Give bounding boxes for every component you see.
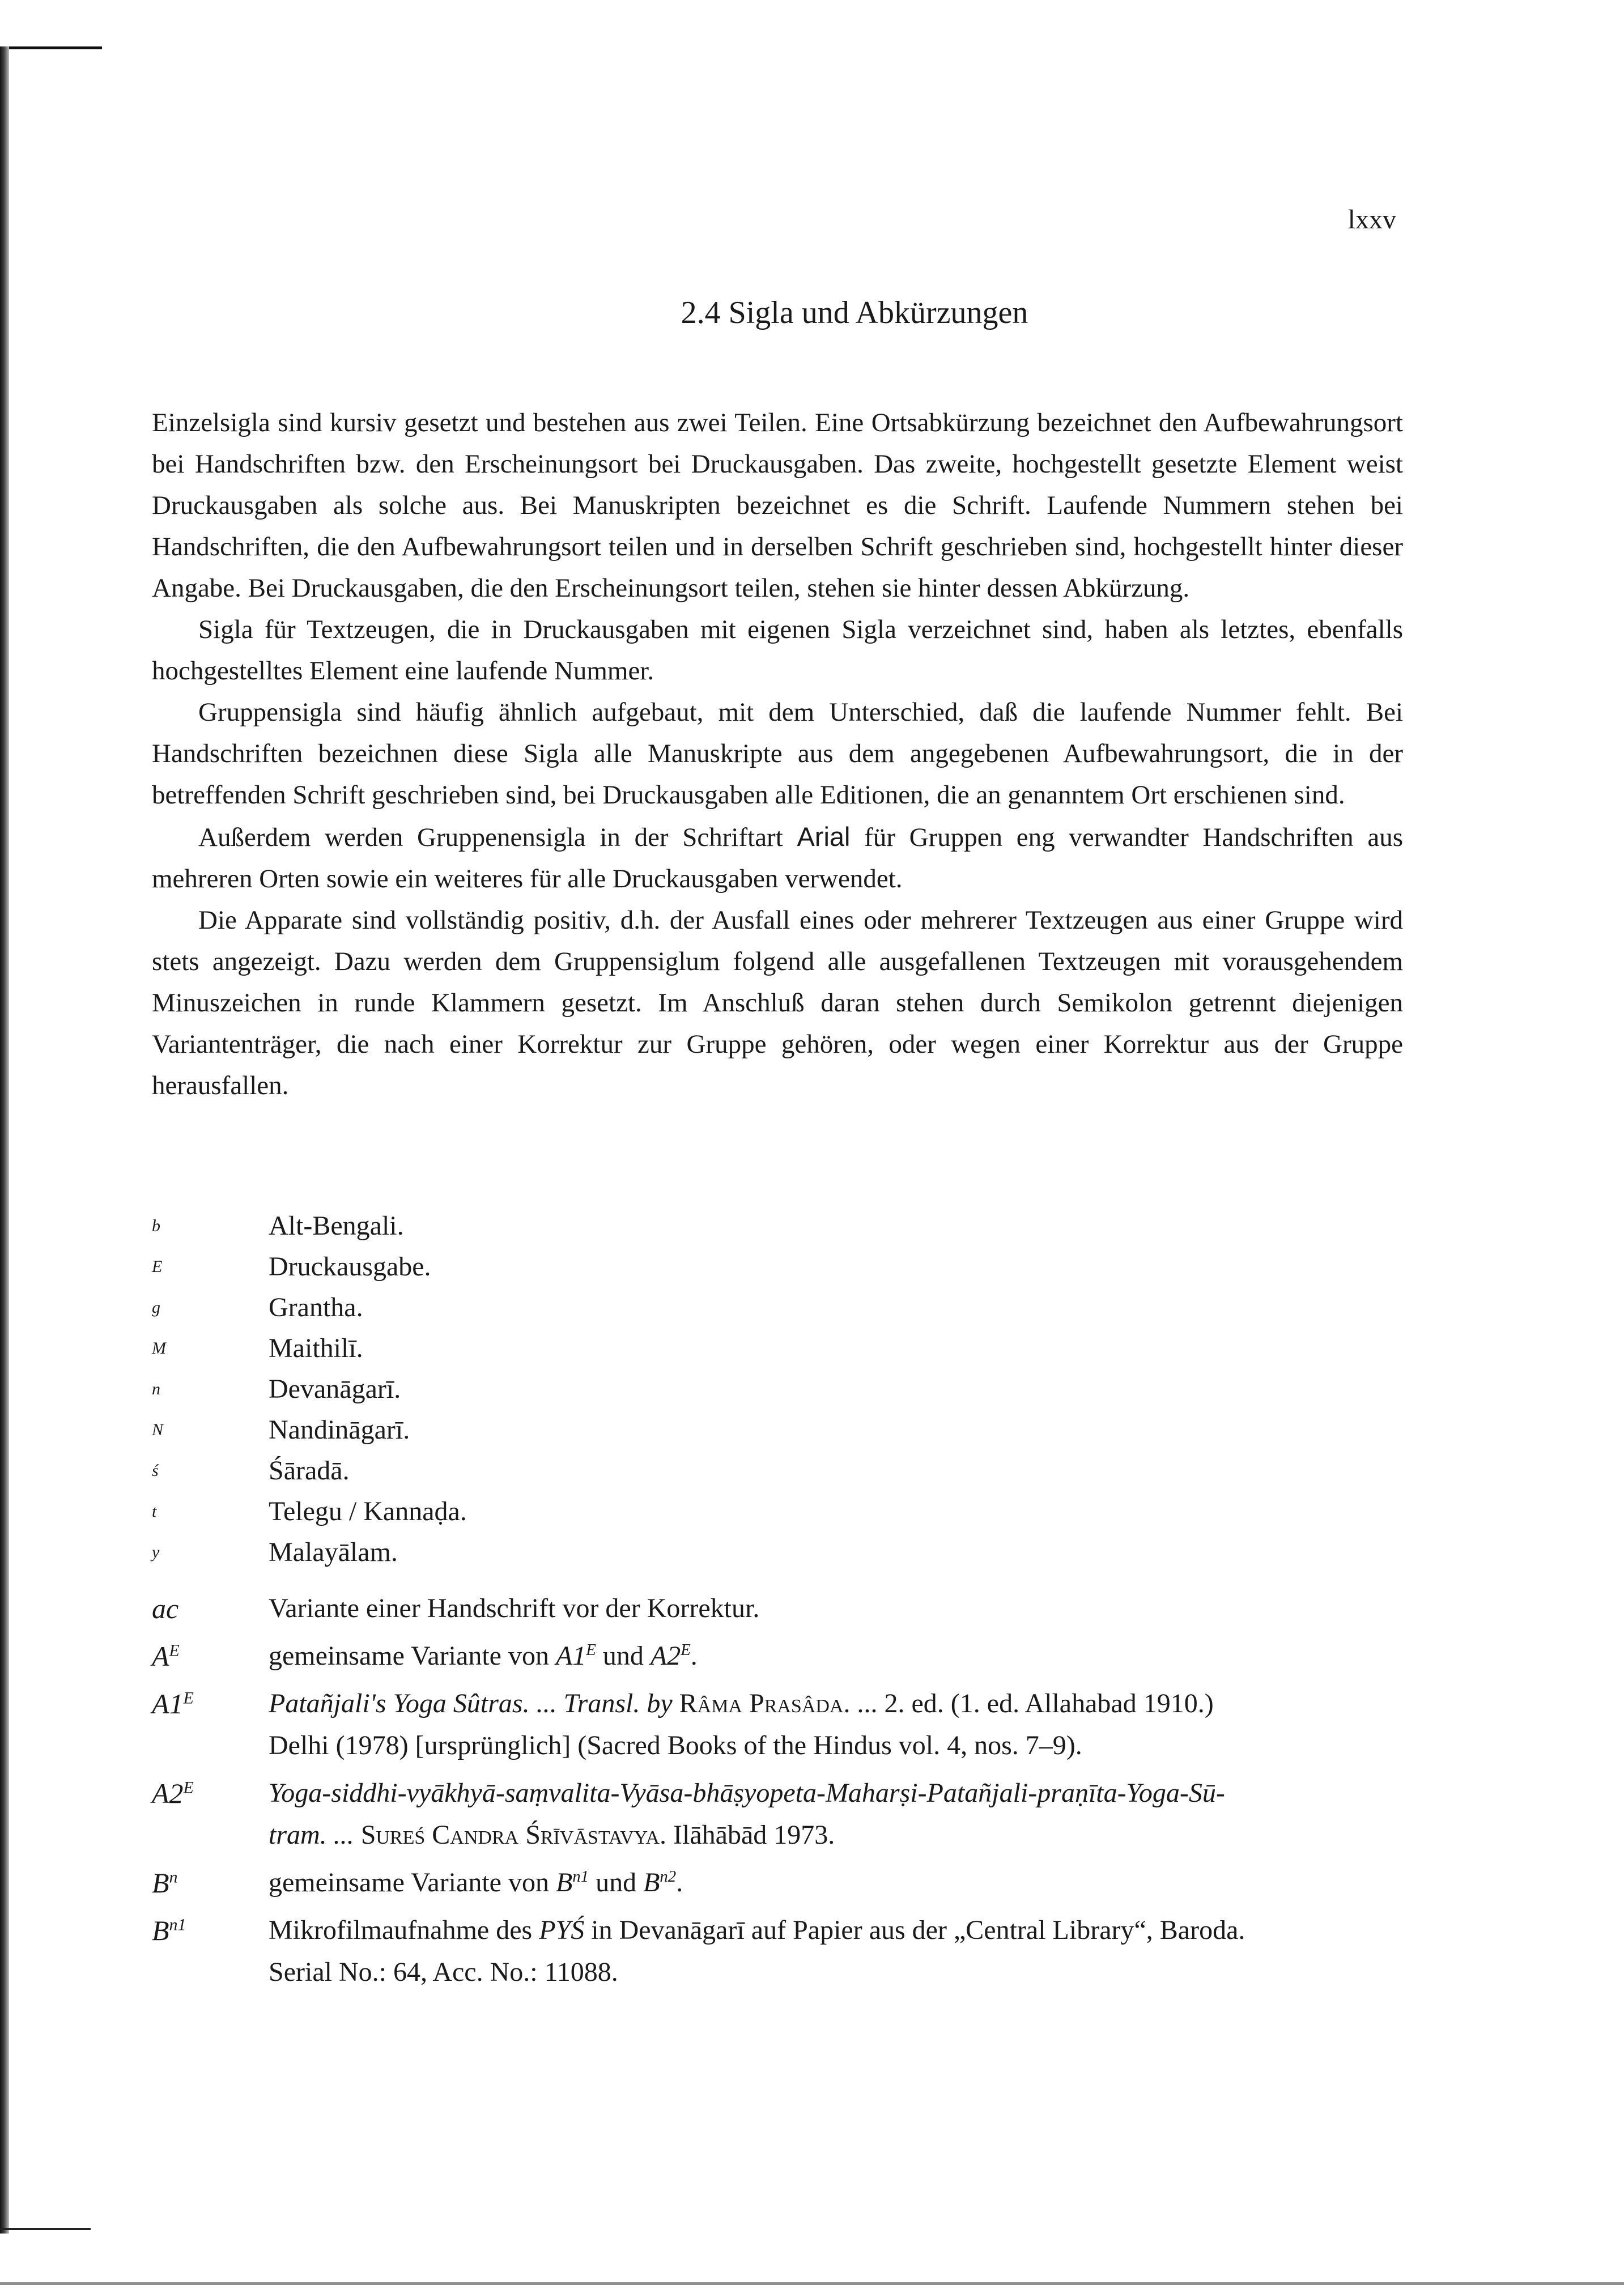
script-key: t xyxy=(152,1502,157,1521)
siglum-key: $A1^E$ xyxy=(152,1688,194,1720)
script-label: Nandināgarī. xyxy=(269,1415,410,1445)
paragraph-4-start: Außerdem werden Gruppenensigla in der Schriftart xyxy=(198,823,797,852)
entry-Bn1 xyxy=(152,1909,1415,1993)
entry-A2E xyxy=(152,1772,1415,1856)
script-entry-t xyxy=(152,1491,1415,1532)
section-title: 2.4 Sigla und Abkürzungen xyxy=(681,295,1028,330)
paragraph-2: Sigla für Textzeugen, die in Druckausgaben mit eigenen Sigla verzeichnet sind, haben als letztes, ebenfalls hochgestelltes Element eine laufende Nummer. xyxy=(152,615,1403,686)
siglum-description: Yoga-siddhi-vyākhyā-saṃvalita-Vyāsa-bhāṣyopeta-Maharṣi-Patañjali-praṇīta-Yoga-Sū- tram. ... Sureś Candra Śrīvāstavya. Ilāhābād 1973. xyxy=(269,1778,1225,1850)
scan-edge-bottom xyxy=(0,2228,91,2230)
paragraph-4 xyxy=(152,816,1403,900)
book-title: Patañjali's Yoga Sûtras. ... Transl. by xyxy=(269,1688,673,1718)
siglum-description: Patañjali's Yoga Sûtras. ... Transl. by Râma Prasâda. ... 2. ed. (1. ed. Allahabad 1910.) Delhi (1978) [ursprünglich] (Sacred Books of the Hindus vol. 4, nos. 7–9). xyxy=(269,1688,1214,1760)
script-entry-M xyxy=(152,1328,1415,1369)
abbreviation: PYŚ xyxy=(539,1915,585,1945)
script-label: Alt-Bengali. xyxy=(269,1211,404,1241)
siglum-key: $A2^E$ xyxy=(152,1777,194,1809)
siglum-ref-A2E: $A2^E$ xyxy=(650,1641,691,1671)
script-entry-s xyxy=(152,1450,1415,1491)
script-key: M xyxy=(152,1339,166,1358)
siglum-description: Mikrofilmaufnahme des PYŚ in Devanāgarī auf Papier aus der „Central Library“, Baroda. Serial No.: 64, Acc. No.: 11088. xyxy=(269,1915,1245,1987)
script-key: ś xyxy=(152,1461,159,1480)
script-label: Telegu / Kannaḍa. xyxy=(269,1496,467,1526)
intro-text xyxy=(152,402,1403,1107)
entry-ac xyxy=(152,1588,1415,1630)
scan-edge-footer xyxy=(0,2282,1624,2285)
siglum-ref-Bn2: $B^{n2}$ xyxy=(643,1867,677,1898)
siglum-description: gemeinsame Variante von $A1^E$ und $A2^E$. xyxy=(269,1641,698,1671)
script-entry-E xyxy=(152,1247,1415,1287)
page-number: lxxv xyxy=(1347,205,1396,235)
book-title: Yoga-siddhi-vyākhyā-saṃvalita-Vyāsa-bhāṣyopeta-Maharṣi-Patañjali-praṇīta-Yoga-Sū- xyxy=(269,1778,1225,1808)
script-entry-y xyxy=(152,1532,1415,1573)
script-key: E xyxy=(152,1257,163,1276)
book-title-end: tram. ... xyxy=(269,1820,354,1850)
script-label: Devanāgarī. xyxy=(269,1374,401,1404)
script-label: Śāradā. xyxy=(269,1456,350,1486)
scan-edge-top xyxy=(0,46,102,49)
script-entry-g xyxy=(152,1287,1415,1328)
siglum-ref-Bn1: $B^{n1}$ xyxy=(555,1867,589,1898)
script-label: Malayālam. xyxy=(269,1537,398,1567)
script-key: g xyxy=(152,1298,160,1317)
entry-AE xyxy=(152,1635,1415,1677)
siglum-key: $B^{n1}$ xyxy=(152,1915,186,1946)
script-key: n xyxy=(152,1380,160,1398)
siglum-ref-A1E: $A1^E$ xyxy=(555,1641,596,1671)
siglum-description: Variante einer Handschrift vor der Korrektur. xyxy=(269,1593,760,1623)
siglum-description: gemeinsame Variante von $B^{n1}$ und $B^{n2}$. xyxy=(269,1867,683,1898)
paragraph-3: Gruppensigla sind häufig ähnlich aufgebaut, mit dem Unterschied, daß die laufende Nummer fehlt. Bei Handschriften bezeichnen diese Sigla alle Manuskripte aus dem angegebenen Aufbewahrungsort, die in der betreffenden Schrift geschrieben sind, bei Druckausgaben alle Editionen, die an genanntem Ort erschienen sind. xyxy=(152,697,1403,810)
script-label: Maithilī. xyxy=(269,1333,363,1363)
author-name: Sureś Candra Śrīvāstavya xyxy=(360,1820,660,1850)
script-key: y xyxy=(152,1543,160,1562)
scan-edge-left xyxy=(0,46,9,2234)
script-entry-b xyxy=(152,1206,1415,1247)
siglum-key: $A^E$ xyxy=(152,1640,180,1672)
sigla-list xyxy=(152,1206,1415,1993)
siglum-key: $B^n$ xyxy=(152,1867,178,1899)
entry-A1E xyxy=(152,1683,1415,1767)
paragraph-5: Die Apparate sind vollständig positiv, d.h. der Ausfall eines oder mehrerer Textzeugen aus einer Gruppe wird stets angezeigt. Dazu werden dem Gruppensiglum folgend alle ausgefallenen Textzeugen mit vorausgehendem Minuszeichen in runde Klammern gesetzt. Im Anschluß daran stehen durch Semikolon getrennt diejenigen Variantenträger, die nach einer Korrektur zur Gruppe gehören, oder wegen einer Korrektur aus der Gruppe herausfallen. xyxy=(152,905,1403,1100)
author-name: Râma Prasâda xyxy=(679,1688,844,1718)
paragraph-4-end: für Gruppen eng verwandter Handschriften aus mehreren Orten sowie ein weiteres für alle Druckausgaben verwendet. xyxy=(152,823,1403,894)
script-label: Grantha. xyxy=(269,1292,363,1322)
paragraph-1: Einzelsigla sind kursiv gesetzt und bestehen aus zwei Teilen. Eine Ortsabkürzung bezeichnet den Aufbewahrungsort bei Handschriften bzw. den Erscheinungsort bei Druckausgaben. Das zweite, hochgestellt gesetzte Element weist Druckausgaben als solche aus. Bei Manuskripten bezeichnet es die Schrift. Laufende Nummern stehen bei Handschriften, die den Aufbewahrungsort teilen und in derselben Schrift geschrieben sind, hochgestellt hinter dieser Angabe. Bei Druckausgaben, die den Erscheinungsort teilen, stehen sie hinter dessen Abkürzung. xyxy=(152,408,1403,603)
script-key: N xyxy=(152,1420,164,1439)
script-entry-n xyxy=(152,1369,1415,1410)
script-key: b xyxy=(152,1216,160,1235)
siglum-key: ac xyxy=(152,1593,179,1624)
script-label: Druckausgabe. xyxy=(269,1252,431,1282)
font-name-arial: Arial xyxy=(797,822,851,852)
script-entry-N xyxy=(152,1410,1415,1450)
entry-Bn xyxy=(152,1862,1415,1904)
